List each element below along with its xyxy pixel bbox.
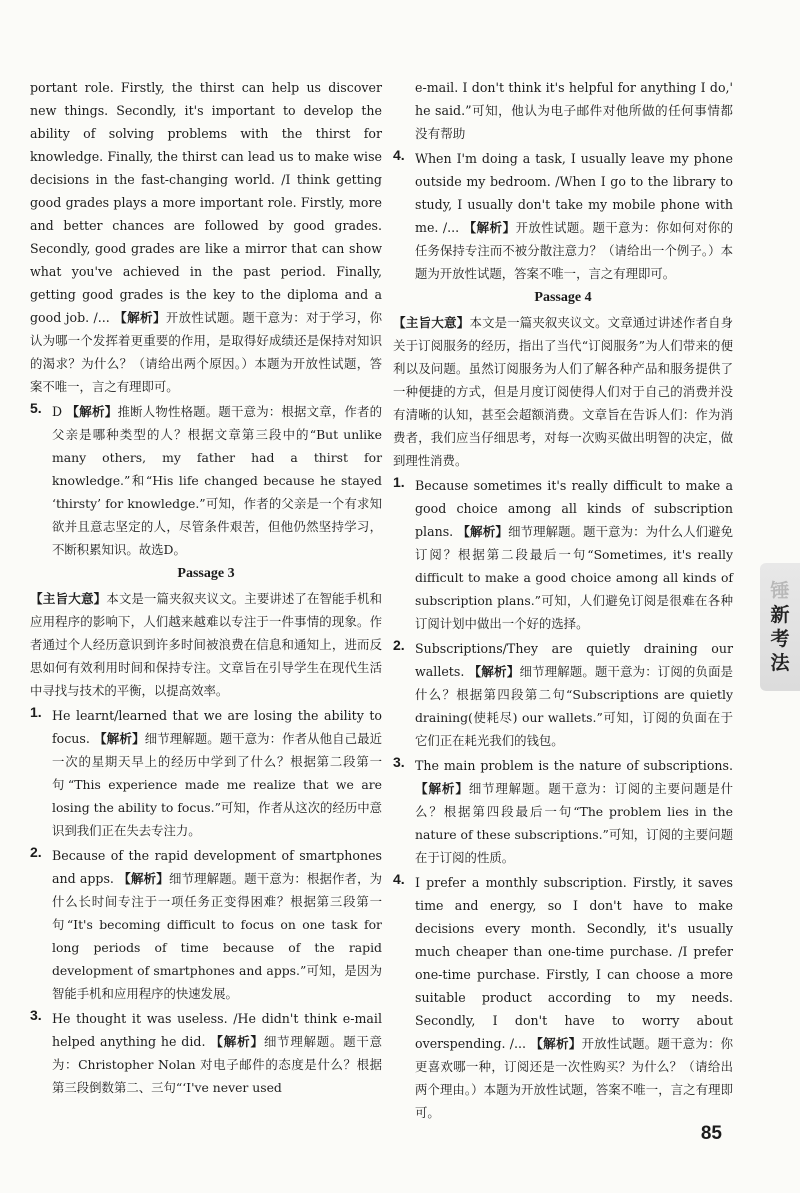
p4-answer-item-3: 3. The main problem is the nature of subscriptions. 【解析】细节理解题。题干意为：订阅的主要问题是什么？根据第四段最后一句“The problem lies in the nature of these subscriptions.”可知，订阅的主要问题在于订阅的性质。	[393, 754, 734, 865]
p3-answer-item-1: 1. He learnt/learned that we are losing the ability to focus. 【解析】细节理解题。题干意为：作者从他自己最近一次的星期天早上的经历中学到了什么？根据第二段第一句“This experience made me realize that we are losing the ability to focus.”可知，作者从这次的经历中意识到我们正在失去专注力。	[30, 704, 383, 838]
passage-3-main-idea: 【主旨大意】本文是一篇夹叙夹议文。主要讲述了在智能手机和应用程序的影响下，人们越来越难以专注于一件事情的现象。作者通过个人经历意识到许多时间被浪费在信息和通知上，进而反思如何有效利用时间和保持专注。文章旨在引导学生在现代生活中寻找与技术的平衡，以提高效率。	[30, 591, 383, 698]
side-tab-logo: 锤 新 考 法	[760, 563, 800, 691]
p3-answer-item-4: 4. When I'm doing a task, I usually leave my phone outside my bedroom. /When I go to the library to study, I usually don't take my mobile phone with me. /... 【解析】开放性试题。题干意为：你如何对你的任务保持专注而不被分散注意力？（请给出一个例子。）本题为开放性试题，答案不唯一，言之有理即可。	[393, 147, 734, 281]
right-column	[393, 76, 733, 1124]
passage-3-title: Passage 3	[177, 566, 235, 581]
p4-answer-item-4: 4. I prefer a monthly subscription. Firstly, it saves time and energy, so I don't have to make decisions every month. Secondly, it's usually much cheaper than one-time purchase. /I prefer one-time purchase. Firstly, I can choose a more suitable product according to my needs. Secondly, I don't have to worry about overspending. /... 【解析】开放性试题。题干意为：你更喜欢哪一种，订阅还是一次性购买？为什么？（请给出两个理由。）本题为开放性试题，答案不唯一，言之有理即可。	[393, 871, 734, 1120]
p4-answer-item-2: 2. Subscriptions/They are quietly draining our wallets. 【解析】细节理解题。题干意为：订阅的负面是什么？根据第四段第二句“Subscriptions are quietly draining(使耗尽) our wallets.”可知，订阅的负面在于它们正在耗光我们的钱包。	[393, 637, 734, 748]
answer-continuation: portant role. Firstly, the thirst can help us discover new things. Secondly, it's important to develop the ability of solving problems with the thirst for knowledge. Finally, the thirst can lead us to make wise decisions in the fast-changing world. /I think getting good grades plays a more important role. Firstly, more and better chances are followed by good grades. Secondly, good grades are like a mirror that can show what you've achieved in the past period. Finally, getting good grades is the key to the diploma and a good job. /... 【解析】开放性试题。题干意为：对于学习，你认为哪一个发挥着更重要的作用，是取得好成绩还是保持对知识的渴求？为什么？（请给出两个原因。）本题为开放性试题，答案不唯一，言之有理即可。	[30, 80, 383, 394]
page-number: 85	[700, 1123, 722, 1144]
p4-answer-item-1: 1. Because sometimes it's really difficult to make a good choice among all kinds of subscription plans. 【解析】细节理解题。题干意为：为什么人们避免订阅？根据第二段最后一句“Sometimes, it's really difficult to make a good choice among all kinds of subscription plans.”可知，人们避免订阅是很难在各种订阅计划中做出一个好的选择。	[393, 474, 733, 631]
left-column	[30, 76, 382, 1099]
passage-4-title: Passage 4	[534, 290, 592, 305]
p3-answer-3-continuation: e-mail. I don't think it's helpful for anything I do,' he said.”可知，他认为电子邮件对他所做的任何事情都没有帮助	[415, 80, 733, 141]
p3-answer-item-2: 2. Because of the rapid development of smartphones and apps. 【解析】细节理解题。题干意为：根据作者，为什么长时间专注于一项任务正变得困难？根据第三段第一句“It's becoming difficult to focus on one task for long periods of time because of the rapid development of smartphones and apps.”可知，是因为智能手机和应用程序的快速发展。	[30, 844, 383, 1001]
passage-4-main-idea: 【主旨大意】本文是一篇夹叙夹议文。文章通过讲述作者自身关于订阅服务的经历，指出了当代“订阅服务”为人们带来的便利以及问题。虽然订阅服务为人们了解各种产品和服务提供了一种便捷的方式，但是月度订阅使得人们对于自己的消费并没有清晰的认知，甚至会超额消费。文章旨在告诉人们：作为消费者，我们应当仔细思考，对每一次购买做出明智的决定，做到理性消费。	[393, 315, 734, 468]
p3-answer-item-3: 3. He thought it was useless. /He didn't think e-mail helped anything he did. 【解析】细节理解题。题干意为：Christopher Nolan 对电子邮件的态度是什么？根据第三段倒数第二、三句“‘I've never used	[30, 1007, 382, 1095]
answer-item-5: 5. D 【解析】推断人物性格题。题干意为：根据文章，作者的父亲是哪种类型的人？根据文章第三段中的“But unlike many others, my father had a thirst for knowledge.”和“His life changed because he stayed ‘thirsty’ for knowledge.”可知，作者的父亲是一个有求知欲并且意志坚定的人，尽管条件艰苦，但他仍然坚持学习，不断积累知识。故选D。	[30, 400, 383, 557]
